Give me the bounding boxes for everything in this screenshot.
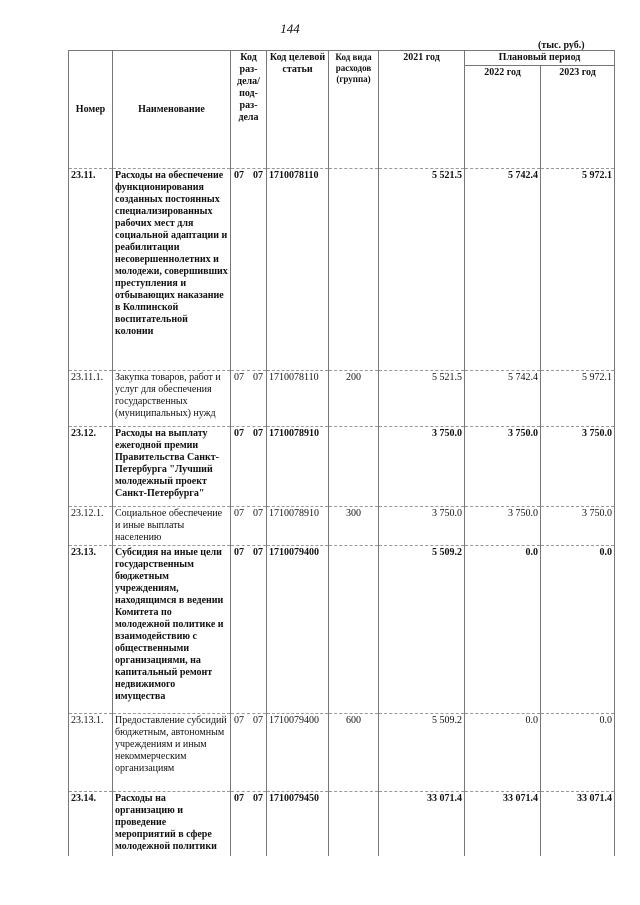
row-name: Расходы на выплату ежегодной премии Правительства Санкт-Петербурга "Лучший молодежный проект Санкт-Петербурга"	[113, 427, 231, 507]
row-value-2021: 33 071.4	[379, 792, 465, 856]
row-value-2022: 0.0	[465, 714, 541, 792]
header-name: Наименование	[113, 51, 231, 169]
row-name: Социальное обеспечение и иные выплаты населению	[113, 507, 231, 546]
row-number: 23.12.1.	[69, 507, 113, 546]
header-number: Номер	[69, 51, 113, 169]
row-target-code: 1710079450	[267, 792, 329, 856]
row-value-2022: 3 750.0	[465, 427, 541, 507]
header-2021: 2021 год	[379, 51, 465, 169]
budget-table	[68, 50, 615, 856]
header-2023: 2023 год	[541, 66, 615, 169]
row-name: Субсидия на иные цели государственным бюджетным учреждениям, находящимся в ведении Комитета по молодежной политике и взаимодействию с общественными организациями, на капитальный ремонт недвижимого имущества	[113, 546, 231, 714]
row-value-2021: 5 521.5	[379, 169, 465, 371]
header-target: Код целевой статьи	[267, 51, 329, 169]
row-name: Закупка товаров, работ и услуг для обеспечения государственных (муниципальных) нужд	[113, 371, 231, 427]
table-row	[69, 546, 615, 714]
row-section-code: 07 07	[231, 371, 267, 427]
row-value-2023: 3 750.0	[541, 507, 615, 546]
header-planned-period: Плановый период	[465, 51, 615, 66]
row-number: 23.13.1.	[69, 714, 113, 792]
row-section-code: 07 07	[231, 507, 267, 546]
table-row	[69, 427, 615, 507]
row-value-2022: 0.0	[465, 546, 541, 714]
row-expense-code: 200	[329, 371, 379, 427]
table-row	[69, 371, 615, 427]
row-number: 23.11.1.	[69, 371, 113, 427]
row-value-2021: 3 750.0	[379, 507, 465, 546]
header-expense: Код вида расходов (группа)	[329, 51, 379, 169]
row-value-2023: 5 972.1	[541, 371, 615, 427]
row-name: Расходы на обеспечение функционирования созданных постоянных специализированных рабочих мест для социальной адаптации и реабилитации несовершеннолетних и молодежи, совершивших преступления и отбывающих наказание в Колпинской воспитательной колонии	[113, 169, 231, 371]
row-expense-code	[329, 169, 379, 371]
row-target-code: 1710078910	[267, 427, 329, 507]
row-expense-code	[329, 546, 379, 714]
table-row	[69, 507, 615, 546]
row-name: Предоставление субсидий бюджетным, автономным учреждениям и иным некоммерческим организациям	[113, 714, 231, 792]
row-target-code: 1710079400	[267, 714, 329, 792]
header-2022: 2022 год	[465, 66, 541, 169]
row-target-code: 1710078910	[267, 507, 329, 546]
row-value-2021: 5 509.2	[379, 714, 465, 792]
row-number: 23.13.	[69, 546, 113, 714]
row-number: 23.11.	[69, 169, 113, 371]
row-expense-code	[329, 427, 379, 507]
row-target-code: 1710078110	[267, 371, 329, 427]
row-value-2023: 33 071.4	[541, 792, 615, 856]
units-label: (тыс. руб.)	[538, 40, 585, 51]
row-target-code: 1710079400	[267, 546, 329, 714]
row-value-2022: 33 071.4	[465, 792, 541, 856]
row-value-2023: 0.0	[541, 546, 615, 714]
row-value-2021: 3 750.0	[379, 427, 465, 507]
row-expense-code: 300	[329, 507, 379, 546]
row-target-code: 1710078110	[267, 169, 329, 371]
row-value-2022: 5 742.4	[465, 371, 541, 427]
table-header-row	[69, 51, 615, 66]
row-expense-code	[329, 792, 379, 856]
row-section-code: 07 07	[231, 546, 267, 714]
table-row	[69, 169, 615, 371]
row-expense-code: 600	[329, 714, 379, 792]
row-section-code: 07 07	[231, 427, 267, 507]
row-value-2023: 5 972.1	[541, 169, 615, 371]
row-name: Расходы на организацию и проведение мероприятий в сфере молодежной политики	[113, 792, 231, 856]
row-section-code: 07 07	[231, 792, 267, 856]
table-row	[69, 714, 615, 792]
row-value-2021: 5 509.2	[379, 546, 465, 714]
row-section-code: 07 07	[231, 714, 267, 792]
row-value-2021: 5 521.5	[379, 371, 465, 427]
row-value-2023: 0.0	[541, 714, 615, 792]
row-section-code: 07 07	[231, 169, 267, 371]
row-value-2022: 3 750.0	[465, 507, 541, 546]
header-section: Код раз-дела/ под-раз-дела	[231, 51, 267, 169]
row-value-2023: 3 750.0	[541, 427, 615, 507]
row-number: 23.14.	[69, 792, 113, 856]
row-number: 23.12.	[69, 427, 113, 507]
table-body	[69, 169, 615, 856]
row-value-2022: 5 742.4	[465, 169, 541, 371]
page-number: 144	[280, 21, 300, 36]
table-row	[69, 792, 615, 856]
